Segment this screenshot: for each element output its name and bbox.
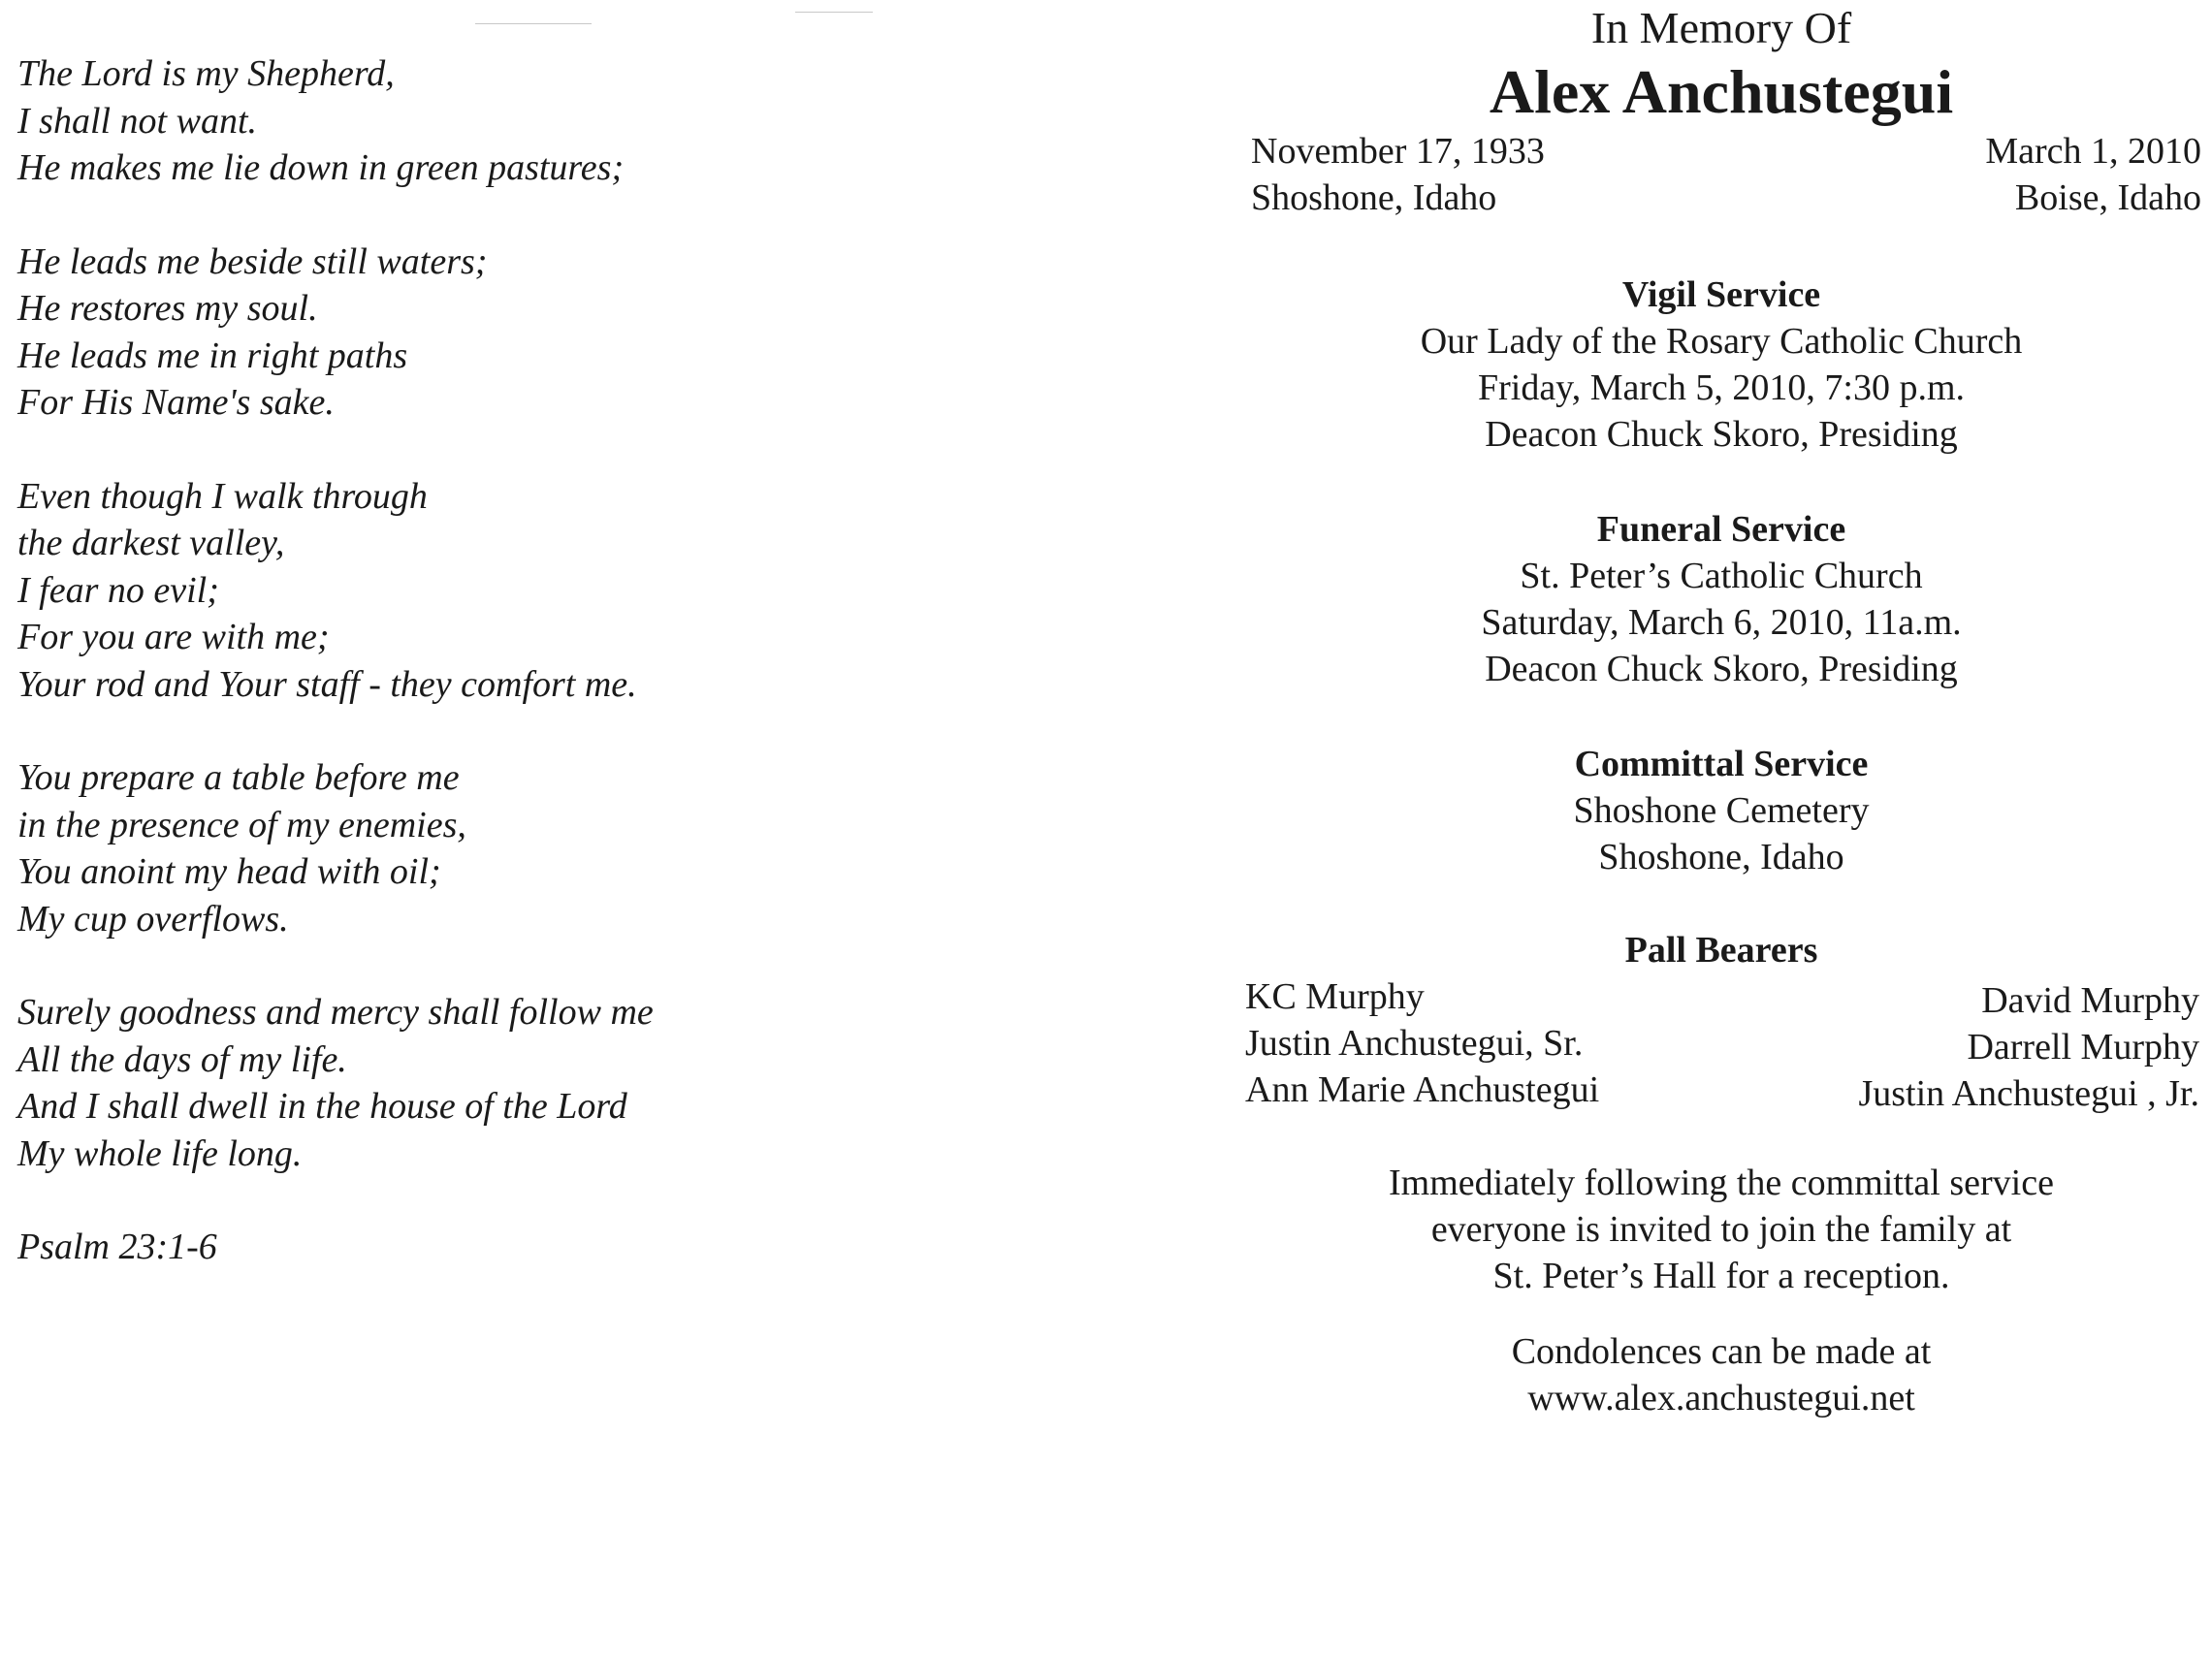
psalm-stanza-3: [17, 473, 987, 709]
vigil-location: Our Lady of the Rosary Catholic Church: [1420, 321, 2023, 362]
reception-line: Immediately following the committal service: [1389, 1163, 2054, 1203]
vigil-officiant: Deacon Chuck Skoro, Presiding: [1485, 414, 1958, 455]
psalm-stanza-5: [17, 989, 987, 1177]
death-place: Boise, Idaho: [2014, 177, 2201, 218]
bearer-name: Justin Anchustegui, Sr.: [1245, 1023, 1584, 1064]
pall-bearers: [1241, 927, 2201, 1121]
bearer-name: Darrell Murphy: [1967, 1027, 2199, 1067]
psalm-line: The Lord is my Shepherd,: [17, 53, 395, 94]
psalm-line: You anoint my head with oil;: [17, 851, 441, 892]
psalm-line: I fear no evil;: [17, 569, 219, 611]
scan-artifact: [795, 12, 873, 13]
funeral-service-title: Funeral Service: [1596, 509, 1846, 550]
psalm-line: All the days of my life.: [17, 1038, 347, 1080]
psalm-line: the darkest valley,: [17, 523, 285, 563]
death-info: [1985, 128, 2201, 221]
psalm-stanza-1: [17, 50, 987, 192]
psalm-line: My whole life long.: [17, 1132, 303, 1174]
pall-bearers-right: [1858, 977, 2199, 1117]
program-panel: [1241, 0, 2201, 1657]
condolences-notice: [1241, 1328, 2201, 1421]
psalm-line: Your rod and Your staff - they comfort me.: [17, 663, 637, 705]
committal-service-title: Committal Service: [1574, 744, 1869, 784]
reception-line: St. Peter’s Hall for a reception.: [1492, 1256, 1950, 1296]
psalm-line: Surely goodness and mercy shall follow me: [17, 992, 654, 1033]
psalm-line: Even though I walk through: [17, 475, 428, 517]
funeral-location: St. Peter’s Catholic Church: [1520, 556, 1923, 596]
vigil-datetime: Friday, March 5, 2010, 7:30 p.m.: [1477, 367, 1966, 408]
condolences-text: Condolences can be made at: [1511, 1331, 1932, 1372]
condolences-url: www.alex.anchustegui.net: [1527, 1378, 1915, 1418]
bearer-name: David Murphy: [1981, 980, 2199, 1021]
psalm-line: He leads me in right paths: [17, 335, 408, 376]
pall-bearers-left: [1245, 973, 1599, 1113]
birth-info: [1251, 128, 1545, 221]
funeral-officiant: Deacon Chuck Skoro, Presiding: [1485, 649, 1958, 689]
birth-date: November 17, 1933: [1251, 131, 1545, 172]
pall-bearers-title: Pall Bearers: [1624, 930, 1818, 971]
vigil-service: [1241, 271, 2201, 458]
committal-place: Shoshone, Idaho: [1598, 837, 1844, 877]
bearer-name: Ann Marie Anchustegui: [1245, 1069, 1600, 1110]
psalm-line: He restores my soul.: [17, 288, 318, 329]
psalm-line: in the presence of my enemies,: [17, 804, 466, 845]
psalm-line: And I shall dwell in the house of the Lord: [17, 1086, 627, 1127]
psalm-line: My cup overflows.: [17, 898, 289, 940]
psalm-panel: [17, 50, 987, 1271]
psalm-line: He makes me lie down in green pastures;: [17, 147, 625, 188]
psalm-line: For you are with me;: [17, 617, 330, 657]
committal-service: [1241, 741, 2201, 880]
death-date: March 1, 2010: [1985, 131, 2201, 172]
psalm-line: For His Name's sake.: [17, 382, 335, 423]
funeral-service: [1241, 506, 2201, 692]
deceased-name: Alex Anchustegui: [1489, 57, 1954, 126]
bearer-name: KC Murphy: [1245, 976, 1425, 1017]
birth-place: Shoshone, Idaho: [1251, 177, 1497, 218]
psalm-line: I shall not want.: [17, 100, 258, 142]
vigil-service-title: Vigil Service: [1621, 274, 1821, 315]
psalm-reference: Psalm 23:1-6: [17, 1227, 217, 1267]
psalm-stanza-2: [17, 239, 987, 427]
reception-line: everyone is invited to join the family at: [1430, 1209, 2012, 1250]
reception-notice: [1241, 1160, 2201, 1299]
psalm-line: You prepare a table before me: [17, 757, 460, 798]
committal-location: Shoshone Cemetery: [1573, 790, 1870, 831]
bearer-name: Justin Anchustegui , Jr.: [1858, 1073, 2199, 1114]
memorial-heading: In Memory Of: [1590, 3, 1852, 52]
scan-artifact: [475, 23, 592, 24]
psalm-stanza-4: [17, 754, 987, 942]
funeral-datetime: Saturday, March 6, 2010, 11a.m.: [1481, 602, 1962, 643]
psalm-line: He leads me beside still waters;: [17, 240, 488, 282]
